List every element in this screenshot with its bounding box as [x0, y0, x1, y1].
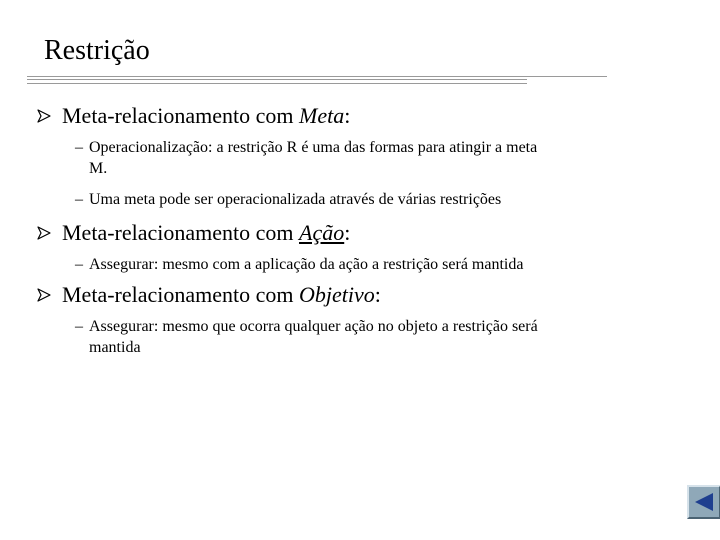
slide-title: Restrição [44, 35, 150, 66]
title-divider-line [27, 76, 607, 77]
arrowhead-bullet-icon [37, 288, 51, 302]
dash: – [75, 191, 83, 208]
bullet-prefix: Meta-relacionamento com [62, 220, 300, 245]
subitem-text: Operacionalização: a restrição R é uma das formas para atingir a meta [89, 139, 538, 156]
bullet-emphasis: Meta [299, 103, 345, 128]
bullet-acao [62, 220, 350, 246]
dash: – [75, 256, 83, 273]
subitem-operacionalizacao [75, 137, 665, 179]
subitem-text: Assegurar: mesmo com a aplicação da ação a restrição será mantida [89, 256, 524, 273]
bullet-prefix: Meta-relacionamento com [62, 282, 300, 307]
bullet-suffix: : [374, 282, 381, 307]
bullet-meta [62, 103, 350, 129]
arrowhead-bullet-icon [37, 109, 51, 123]
triangle-left-icon [693, 491, 715, 513]
bullet-emphasis: Ação [299, 220, 345, 245]
subitem-text: Assegurar: mesmo que ocorra qualquer ação no objeto a restrição será [89, 318, 538, 335]
title-divider-line [27, 83, 527, 84]
arrowhead-bullet-icon [37, 226, 51, 240]
title-divider-line [27, 79, 527, 80]
bullet-suffix: : [344, 103, 351, 128]
bullet-prefix: Meta-relacionamento com [62, 103, 300, 128]
bullet-emphasis: Objetivo [299, 282, 375, 307]
subitem-operacionalizada [75, 189, 665, 210]
dash: – [75, 318, 83, 335]
subitem-text: Uma meta pode ser operacionalizada através de várias restrições [89, 191, 502, 208]
previous-slide-button[interactable] [687, 485, 720, 519]
bullet-objetivo [62, 282, 381, 308]
subitem-text-continued: mantida [89, 339, 141, 356]
subitem-assegurar-acao [75, 254, 665, 275]
subitem-assegurar-objetivo [75, 316, 665, 358]
dash: – [75, 139, 83, 156]
subitem-text-continued: M. [89, 160, 108, 177]
bullet-suffix: : [344, 220, 351, 245]
